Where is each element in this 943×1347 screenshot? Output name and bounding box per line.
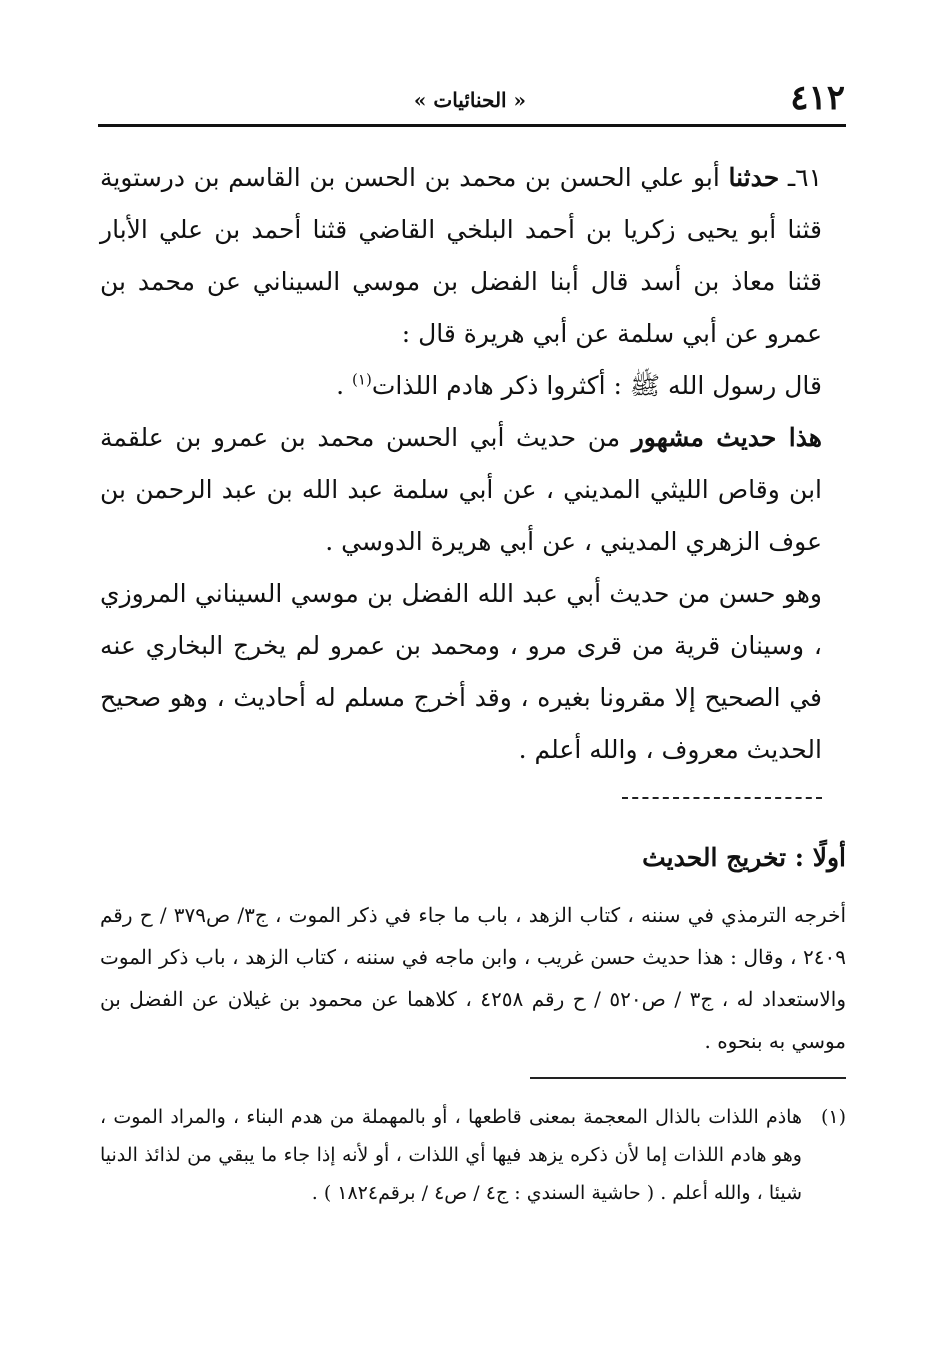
- hadith-matn: قال رسول الله ﷺ : أكثروا ذكر هادم اللذات: [371, 371, 822, 400]
- hadith-isnad-paragraph: [100, 152, 822, 360]
- header-rule: [98, 124, 846, 127]
- footnote-reference: (١): [352, 370, 372, 389]
- footnote-text: هاذم اللذات بالذال المعجمة بمعنى قاطعها ، أو بالمهملة من هدم البناء ، والمراد الموت ، وهو هادم اللذات إما لأن ذكره يزهد فيها أي اللذات ، أو لأنه إذا جاء ما يبقي من لذائذ الدنيا شيئا ، والله أعلم . ( حاشية السندي : ج٤ / ص٤ / برقم١٨٢٤ ) .: [100, 1106, 802, 1204]
- takhrij-heading: أولًا : تخريج الحديث: [642, 843, 846, 872]
- dashed-divider: [622, 797, 822, 799]
- page-header: [95, 78, 845, 120]
- footnote-rule: [530, 1077, 846, 1079]
- footnote: [100, 1098, 846, 1212]
- commentary-paragraph-2: [100, 568, 822, 776]
- running-title: « الحنائيات »: [413, 88, 527, 112]
- commentary-paragraph-1: [100, 412, 822, 568]
- hadith-number: ٦١ـ: [787, 163, 822, 192]
- takhrij-text: أخرجه الترمذي في سننه ، كتاب الزهد ، باب ما جاء في ذكر الموت ، ج٣/ ص٣٧٩ / ح رقم ٢٤٠٩ ، وقال : هذا حديث حسن غريب ، وابن ماجه في سننه ، كتاب الزهد ، باب ذكر الموت والاستعداد له ، ج٣ / ص٥٢٠ / ح رقم ٤٢٥٨ ، كلاهما عن محمود بن غيلان عن الفضل بن موسي به بنحوه .: [100, 903, 847, 1053]
- page-number: ٤١٢: [790, 78, 845, 118]
- hadith-matn-paragraph: [100, 360, 822, 412]
- commentary-text-1: من حديث أبي الحسن محمد بن عمرو بن علقمة ابن وقاص الليثي المديني ، عن أبي سلمة عبد الله بن عبد الرحمن بن عوف الزهري المديني ، عن أبي هريرة الدوسي .: [100, 423, 822, 556]
- hadith-matn-end: .: [336, 371, 353, 400]
- commentary-lead: هذا حديث مشهور: [631, 423, 822, 452]
- commentary-text-2: وهو حسن من حديث أبي عبد الله الفضل بن موسي السيناني المروزي ، وسينان قرية من قرى مرو ، ومحمد بن عمرو لم يخرج البخاري عنه في الصحيح إلا مقرونا بغيره ، وقد أخرج مسلم له أحاديث ، وهو صحيح الحديث معروف ، والله أعلم .: [100, 579, 822, 764]
- footnote-mark: (١): [820, 1106, 846, 1128]
- hadith-opening: حدثنا: [728, 163, 780, 192]
- takhrij-section: [100, 894, 846, 1062]
- main-text: [100, 152, 822, 776]
- hadith-isnad: أبو علي الحسن بن محمد بن الحسن بن القاسم بن درستوية قثنا أبو يحيى زكريا بن أحمد البلخي القاضي قثنا أحمد بن علي الأبار قثنا معاذ بن أسد قال أبنا الفضل بن موسي السيناني عن محمد بن عمرو عن أبي سلمة عن أبي هريرة قال :: [100, 163, 822, 348]
